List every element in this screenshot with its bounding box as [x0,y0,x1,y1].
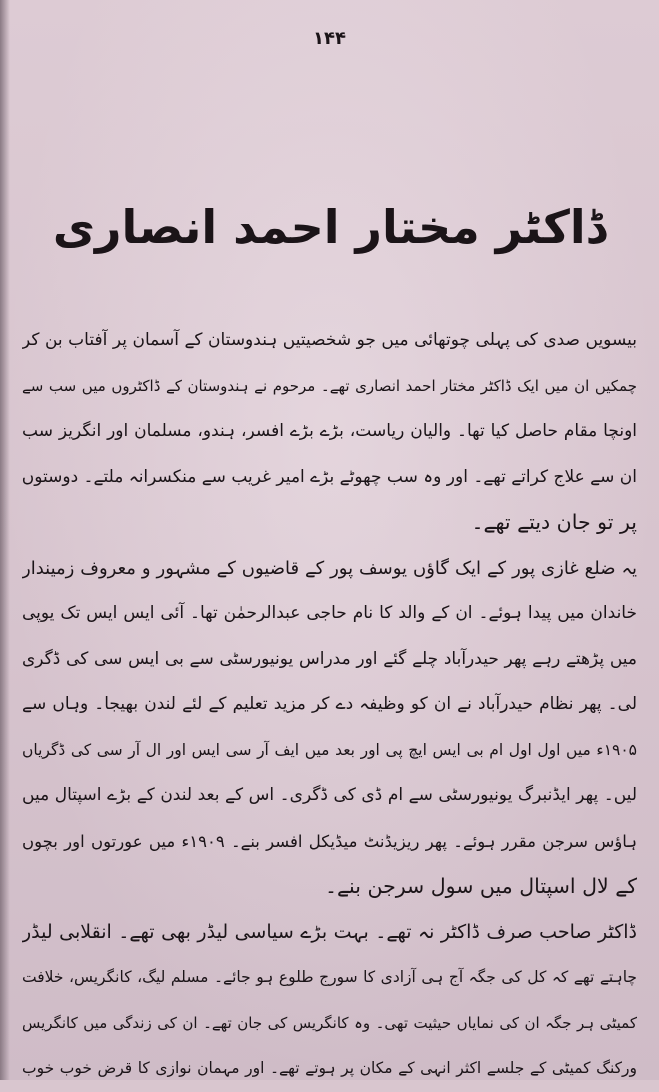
page-number: ۱۴۴ [313,28,346,49]
body-text [22,318,637,1092]
text-line: ۱۹۰۵ء میں اول اول ام بی ایس ایچ پی اور بعد میں ایف آر سی ایس اور ال آر سی کی ڈگریاں [22,740,637,759]
text-line: کے لال اسپتال میں سول سرجن بنے۔ [325,874,637,898]
text-line: پر تو جان دیتے تھے۔ [471,510,637,534]
text-line: لیں۔ پھر ایڈنبرگ یونیورسٹی سے ام ڈی کی ڈگری۔ اس کے بعد لندن کے بڑے اسپتال میں [22,785,637,805]
text-line: چمکیں ان میں ایک ڈاکٹر مختار احمد انصاری تھے۔ مرحوم نے ہندوستان کے ڈاکٹروں میں سب سے [22,376,637,395]
text-line: ہاؤس سرجن مقرر ہوئے۔ پھر ریزیڈنٹ میڈیکل افسر بنے۔ ۱۹۰۹ء میں عورتوں اور بچوں [22,831,637,851]
text-line: چاہتے تھے کہ کل کی جگہ آج ہی آزادی کا سورج طلوع ہو جائے۔ مسلم لیگ، کانگریس، خلافت [22,968,637,986]
text-line: خاندان میں پیدا ہوئے۔ ان کے والد کا نام حاجی عبدالرحمٰن تھا۔ آئی ایس ایس تک یوپی [22,603,637,623]
text-line: اونچا مقام حاصل کیا تھا۔ والیان ریاست، بڑے بڑے افسر، ہندو، مسلمان اور انگریز سب [22,421,637,441]
text-line: میں پڑھتے رہے پھر حیدرآباد چلے گئے اور مدراس یونیورسٹی سے بی ایس سی کی ڈگری [22,648,637,669]
text-line: بیسویں صدی کی پہلی چوتھائی میں جو شخصیتیں ہندوستان کے آسمان پر آفتاب بن کر [22,330,637,350]
text-line: لی۔ پھر نظام حیدرآباد نے ان کو وظیفہ دے کر مزید تعلیم کے لئے لندن بھیجا۔ وہاں سے [22,694,637,714]
page-edge-shadow [0,0,10,1080]
text-line: کمیٹی ہر جگہ ان کی نمایاں حیثیت تھی۔ وہ کانگریس کی جان تھے۔ ان کی زندگی میں کانگریس [22,1013,637,1032]
text-line: ورکنگ کمیٹی کے جلسے اکثر انہی کے مکان پر ہوتے تھے۔ اور مہمان نوازی کا قرض خوب خوب [22,1059,637,1077]
text-line: ان سے علاج کراتے تھے۔ اور وہ سب چھوٹے بڑے امیر غریب سے منکسرانہ ملتے۔ دوستوں [22,466,637,487]
text-line: ڈاکٹر صاحب صرف ڈاکٹر نہ تھے۔ بہت بڑے سیاسی لیڈر بھی تھے۔ انقلابی لیڈر [22,920,637,943]
text-line: یہ ضلع غازی پور کے ایک گاؤں یوسف پور کے قاضیوں کے مشہور و معروف زمیندار [22,557,637,579]
chapter-title: ڈاکٹر مختار احمد انصاری [52,200,607,254]
